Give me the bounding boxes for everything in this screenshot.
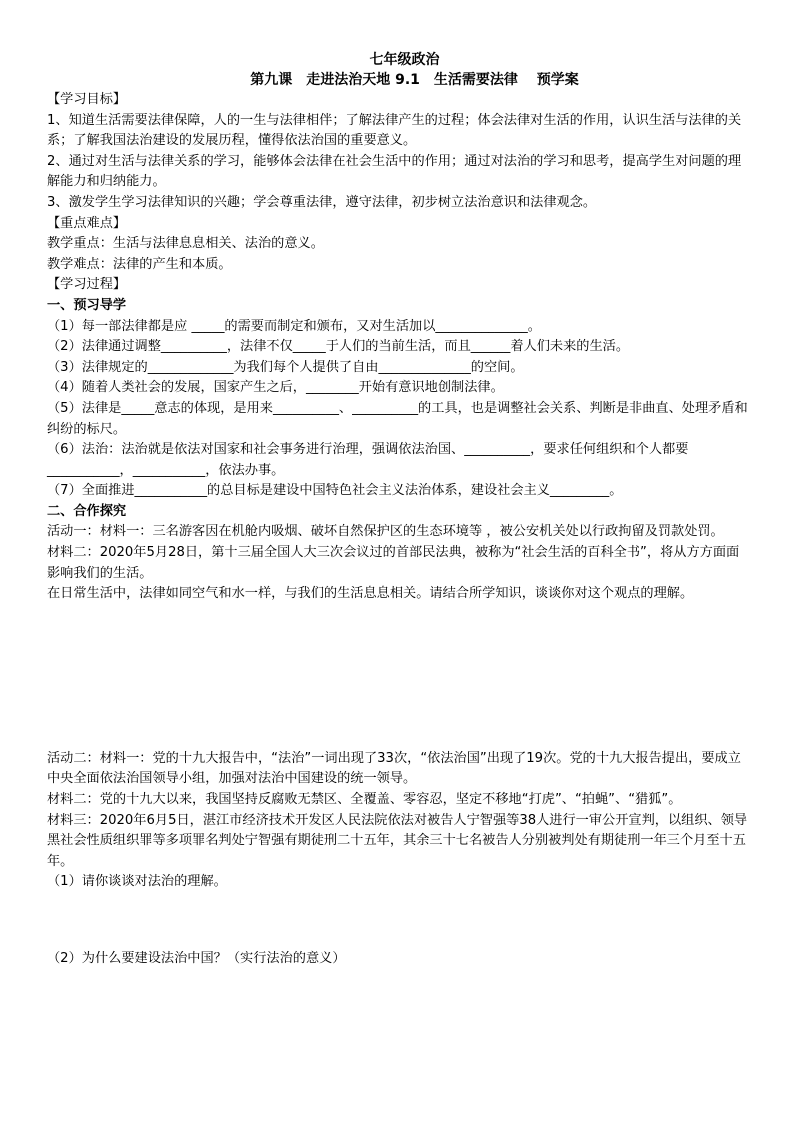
activity2-question: （2）为什么要建设法治中国？（实行法治的意义）: [47, 951, 346, 966]
process-heading: 【学习过程】: [47, 277, 127, 293]
fill-in-question: （1）每一部法律都是应 _____的需要而制定和颁布，又对生活加以______________。: [47, 318, 541, 334]
fill-in-question: （6）法治：法治就是依法对国家和社会事务进行治理，强调依法治国、__________，要求任何组织和个人都要___________，___________，依法办事。: [47, 442, 689, 478]
document-title: 七年级政治: [369, 52, 440, 68]
activity1-material: 材料二：2020年5月28日，第十三届全国人大三次会议过的首部民法典，被称为“社会生活的百科全书”，将从方方面面影响我们的生活。: [47, 545, 740, 581]
answer-space: [47, 893, 752, 949]
key-points-heading: 【重点难点】: [47, 215, 127, 231]
activity2-material: 材料二：党的十九大以来，我国坚持反腐败无禁区、全覆盖、零容忍，坚定不移地“打虎”、“拍蝇”、“猎狐”。: [47, 792, 682, 808]
section-title-inquiry: 二、合作探究: [47, 503, 127, 519]
activity2-question: （1）请你谈谈对法治的理解。: [47, 874, 227, 890]
fill-in-question: （7）全面推进___________的总目标是建设中国特色社会主义法治体系，建设社会主义_________。: [47, 483, 623, 499]
goals-heading: 【学习目标】: [47, 92, 127, 107]
answer-space: [47, 605, 752, 749]
activity2-material: 活动二：材料一：党的十九大报告中，“法治”一词出现了33次，“依法治国”出现了19次。党的十九大报告提出，要成立中央全面依法治国领导小组，加强对法治中国建设的统一领导。: [47, 750, 741, 787]
activity1-prompt: 在日常生活中，法律如同空气和水一样，与我们的生活息息相关。请结合所学知识，谈谈你对这个观点的理解。: [47, 586, 694, 602]
goal-item: 2、通过对生活与法律关系的学习，能够体会法律在社会生活中的作用；通过对法治的学习和思考，提高学生对问题的理解能力和归纳能力。: [47, 153, 742, 190]
activity2-material: 材料三：2020年6月5日，湛江市经济技术开发区人民法院依法对被告人宁智强等38人进行一审公开宣判，以组织、领导黑社会性质组织罪等多项罪名判处宁智强有期徒刑二十五年，其余三十七名被告人分别被判处有期徒刑一年三个月至十五年。: [47, 812, 748, 869]
fill-in-question: （3）法律规定的_____________为我们每个人提供了自由______________的空间。: [47, 359, 524, 375]
worksheet-page: [47, 50, 752, 970]
teaching-difficulty: 教学难点：法律的产生和本质。: [47, 256, 232, 272]
teaching-focus: 教学重点：生活与法律息息相关、法治的意义。: [47, 236, 324, 252]
fill-in-question: （5）法律是_____意志的体现，是用来__________、__________的工具，也是调整社会关系、判断是非曲直、处理矛盾和纠纷的标尺。: [47, 400, 748, 437]
goal-item: 1、知道生活需要法律保障，人的一生与法律相伴；了解法律产生的过程；体会法律对生活的作用，认识生活与法律的关系；了解我国法治建设的发展历程，懂得依法治国的重要意义。: [47, 112, 742, 149]
lesson-title: 第九课 走进法治天地 9.1 生活需要法律 预学案: [250, 72, 579, 88]
goal-item: 3、激发学生学习法律知识的兴趣；学会尊重法律，遵守法律，初步树立法治意识和法律观念。: [47, 194, 597, 210]
activity1-material: 活动一：材料一：三名游客因在机舱内吸烟、破坏自然保护区的生态环境等 ，被公安机关处以行政拘留及罚款处罚。: [47, 524, 724, 540]
fill-in-question: （2）法律通过调整__________，法律不仅_____于人们的当前生活，而且______着人们未来的生活。: [47, 339, 630, 355]
fill-in-question: （4）随着人类社会的发展，国家产生之后，________开始有意识地创制法律。: [47, 380, 504, 396]
section-title-preview: 一、预习导学: [47, 297, 127, 313]
